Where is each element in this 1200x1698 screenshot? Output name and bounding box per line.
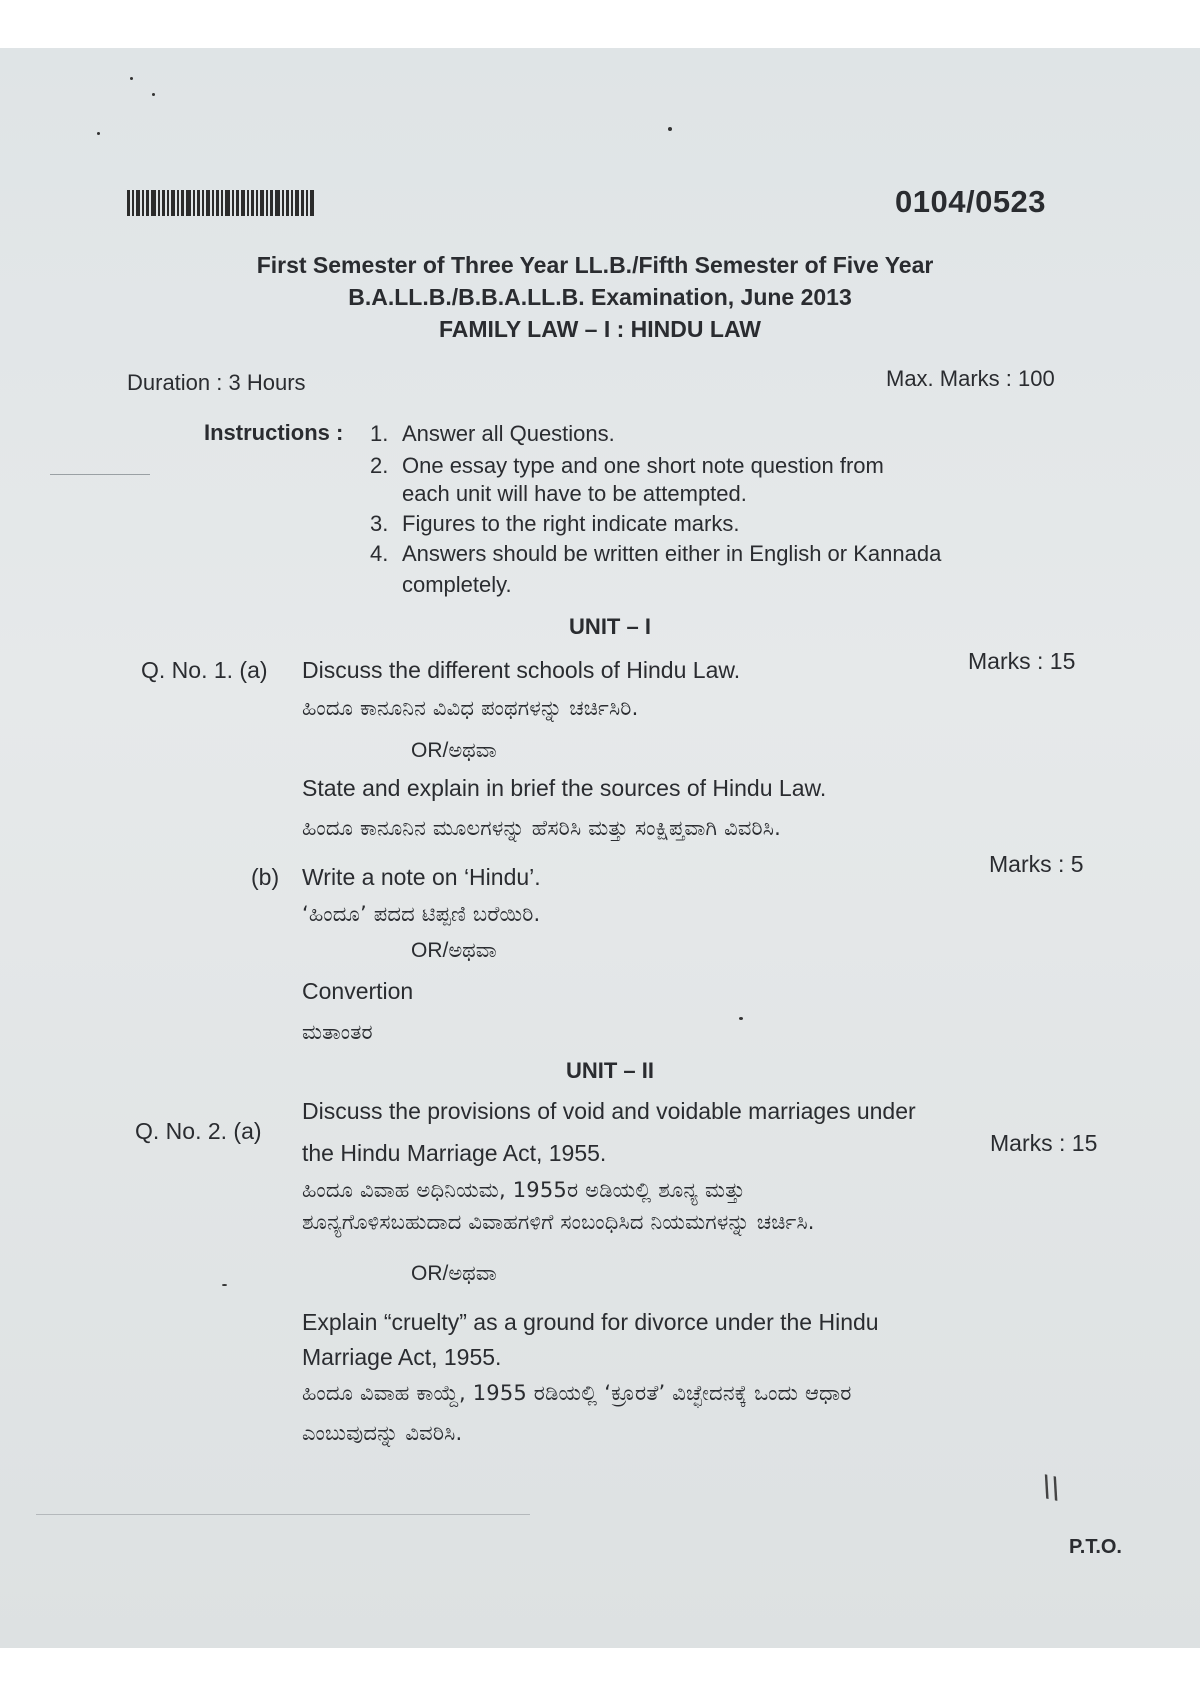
question-1a-alternative-kannada: ಹಿಂದೂ ಕಾನೂನಿನ ಮೂಲಗಳನ್ನು ಹೆಸರಿಸಿ ಮತ್ತು ಸಂಕ್ಷಿಪ್ತವಾಗಿ ವಿವರಿಸಿ. [302,816,782,840]
barcode [127,190,349,216]
question-2a-alternative-line-2: Marriage Act, 1955. [302,1344,502,1370]
question-1a-marks: Marks : 15 [968,648,1076,674]
speck [152,93,155,96]
max-marks: Max. Marks : 100 [886,366,1055,391]
speck [739,1017,743,1020]
exam-subject-title: FAMILY LAW – I : HINDU LAW [438,316,761,342]
question-2a-alternative-kannada-line-2: ಎಂಬುವುದನ್ನು ವಿವರಿಸಿ. [302,1421,463,1445]
question-1b-alternative-text: Convertion [302,978,414,1004]
instruction-number: 1. [370,421,389,446]
question-2a-kannada-line-2: ಶೂನ್ಯಗೊಳಿಸಬಹುದಾದ ವಿವಾಹಗಳಿಗೆ ಸಂಬಂಧಿಸಿದ ನಿಯಮಗಳನ್ನು ಚರ್ಚಿಸಿ. [302,1210,815,1234]
question-2a-text-line-1: Discuss the provisions of void and voidable marriages under [302,1098,916,1124]
instruction-text: Answers should be written either in English or Kannada [402,541,942,566]
question-2a-marks: Marks : 15 [990,1130,1098,1156]
question-1b-text: Write a note on ‘Hindu’. [302,864,541,890]
instruction-2 [370,453,884,479]
speck [97,132,100,135]
instruction-1 [370,421,615,447]
instruction-4 [370,541,941,567]
question-1a-kannada: ಹಿಂದೂ ಕಾನೂನಿನ ವಿವಿಧ ಪಂಥಗಳನ್ನು ಚರ್ಚಿಸಿರಿ. [302,696,639,720]
question-1a-text: Discuss the different schools of Hindu Law. [302,657,741,683]
page-turn-over: P.T.O. [1069,1536,1122,1558]
exam-title-line-2: B.A.LL.B./B.B.A.LL.B. Examination, June 2013 [348,284,852,310]
instruction-number: 2. [370,453,389,478]
question-1a-alternative-text: State and explain in brief the sources of Hindu Law. [302,775,827,801]
question-2a-alternative-line-1: Explain “cruelty” as a ground for divorce under the Hindu [302,1309,879,1335]
question-1b-alternative-kannada: ಮತಾಂತರ [302,1020,373,1044]
question-2a-text-line-2: the Hindu Marriage Act, 1955. [302,1140,607,1166]
margin-line [50,474,150,475]
instruction-text: Answer all Questions. [402,421,615,446]
speck [668,127,672,131]
instruction-2-continued: each unit will have to be attempted. [402,481,747,506]
instruction-number: 3. [370,511,389,536]
instruction-number: 4. [370,541,389,566]
instruction-3 [370,511,739,537]
question-2a-alternative-kannada-line-1: ಹಿಂದೂ ವಿವಾಹ ಕಾಯ್ದೆ, 1955 ರಡಿಯಲ್ಲಿ ‘ಕ್ರೂರತೆ’ ವಿಚ್ಛೇದನಕ್ಕೆ ಒಂದು ಆಧಾರ [302,1381,852,1405]
duration: Duration : 3 Hours [127,370,306,395]
instructions-label: Instructions : [204,420,344,445]
handwritten-mark: \\ [1038,1468,1064,1508]
question-1b-kannada: ‘ಹಿಂದೂ’ ಪದದ ಟಿಪ್ಪಣಿ ಬರೆಯಿರಿ. [302,902,541,926]
question-2a-kannada-line-1: ಹಿಂದೂ ವಿವಾಹ ಅಧಿನಿಯಮ, 1955ರ ಅಡಿಯಲ್ಲಿ ಶೂನ್ಯ ಮತ್ತು [302,1178,745,1202]
question-1b-or: OR/ಅಥವಾ [411,939,497,962]
question-2a-number: Q. No. 2. (a) [135,1118,262,1144]
question-1b-number: (b) [251,864,280,890]
paper-code: 0104/0523 [895,184,1047,219]
speck [130,77,133,80]
question-1b-marks: Marks : 5 [989,851,1084,877]
exam-title-line-1: First Semester of Three Year LL.B./Fifth Semester of Five Year [256,252,934,278]
question-2a-or: OR/ಅಥವಾ [411,1262,497,1285]
speck [222,1284,227,1286]
footer-line [36,1514,530,1515]
instruction-text: Figures to the right indicate marks. [402,511,740,536]
question-1a-or: OR/ಅಥವಾ [411,739,497,762]
instruction-4-continued: completely. [402,572,512,597]
question-1a-number: Q. No. 1. (a) [141,657,268,683]
unit-1-heading: UNIT – I [569,614,651,639]
instruction-text: One essay type and one short note question from [402,453,884,478]
unit-2-heading: UNIT – II [565,1058,654,1083]
